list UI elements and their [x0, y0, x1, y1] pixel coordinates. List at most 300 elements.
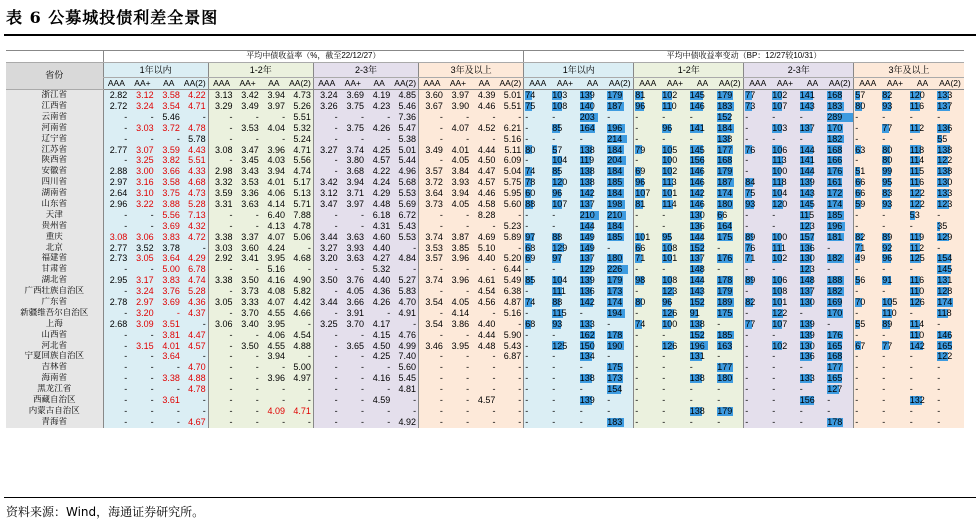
- change-cell: [606, 384, 634, 395]
- rating-header: AAA: [419, 78, 445, 90]
- change-cell: [799, 384, 827, 395]
- change-value: -: [552, 220, 556, 231]
- yield-cell: 5.28: [182, 199, 208, 210]
- yield-cell: 3.64: [156, 351, 182, 362]
- yield-cell: -: [182, 395, 208, 406]
- yield-cell: -: [182, 242, 208, 253]
- change-value: -: [855, 122, 859, 133]
- change-cell: [661, 232, 689, 243]
- change-value: -: [525, 416, 529, 427]
- change-cell: [771, 123, 799, 134]
- change-cell: [826, 286, 854, 297]
- yield-cell: 4.71: [287, 144, 313, 155]
- change-value: -: [855, 155, 859, 166]
- change-cell: [771, 210, 799, 221]
- change-cell: [606, 253, 634, 264]
- change-cell: [881, 340, 909, 351]
- change-value: -: [552, 351, 556, 362]
- change-cell: [634, 242, 662, 253]
- change-cell: [551, 166, 579, 177]
- change-value: -: [745, 351, 749, 362]
- change-value: -: [662, 209, 666, 220]
- table-row: [6, 242, 964, 253]
- change-value: -: [855, 329, 859, 340]
- change-value: 119: [909, 231, 925, 242]
- yield-cell: 3.25: [129, 155, 155, 166]
- table-row: [6, 362, 964, 373]
- change-value: 80: [855, 100, 866, 111]
- change-cell: [634, 166, 662, 177]
- table-row: [6, 101, 964, 112]
- yield-cell: 3.94: [340, 177, 366, 188]
- change-cell: [524, 199, 552, 210]
- change-value: 289: [827, 111, 843, 122]
- change-cell: [854, 155, 882, 166]
- change-value: -: [689, 394, 693, 405]
- change-cell: [744, 177, 772, 188]
- change-value: 118: [772, 177, 787, 188]
- yield-cell: 4.78: [182, 123, 208, 134]
- change-value: -: [635, 286, 639, 297]
- yield-cell: 4.04: [261, 123, 287, 134]
- change-value: -: [909, 351, 913, 362]
- change-cell: [936, 384, 964, 395]
- change-cell: [634, 275, 662, 286]
- change-cell: [661, 264, 689, 275]
- change-cell: [551, 373, 579, 384]
- change-value: 126: [662, 340, 678, 351]
- yield-cell: 3.87: [445, 232, 471, 243]
- change-value: -: [662, 373, 666, 384]
- change-cell: [579, 242, 607, 253]
- yield-cell: 2.96: [103, 199, 129, 210]
- yield-cell: 3.57: [419, 253, 445, 264]
- yield-cell: 5.51: [497, 101, 523, 112]
- yield-cell: -: [340, 406, 366, 417]
- yield-cell: -: [182, 319, 208, 330]
- change-value: 120: [552, 177, 568, 188]
- change-cell: [799, 123, 827, 134]
- change-cell: [634, 308, 662, 319]
- yield-cell: -: [340, 264, 366, 275]
- change-value: 154: [607, 384, 623, 395]
- change-cell: [771, 242, 799, 253]
- change-value: -: [745, 264, 749, 275]
- change-cell: [689, 319, 717, 330]
- change-value: -: [882, 362, 886, 373]
- change-value: 88: [552, 231, 563, 242]
- yield-cell: 4.05: [340, 286, 366, 297]
- change-value: -: [689, 133, 693, 144]
- change-value: 133: [937, 188, 953, 199]
- yield-cell: -: [103, 155, 129, 166]
- change-value: 165: [937, 340, 953, 351]
- change-cell: [551, 286, 579, 297]
- change-cell: [551, 319, 579, 330]
- yield-cell: 3.85: [445, 242, 471, 253]
- change-cell: [854, 112, 882, 123]
- change-value: 84: [745, 177, 756, 188]
- yield-cell: 4.90: [287, 275, 313, 286]
- rating-header: AA+: [445, 78, 471, 90]
- change-cell: [524, 90, 552, 101]
- change-value: 93: [552, 318, 563, 329]
- change-value: 138: [689, 318, 705, 329]
- change-cell: [716, 155, 744, 166]
- change-value: -: [607, 242, 611, 253]
- yield-cell: 3.73: [234, 286, 260, 297]
- change-value: -: [745, 373, 749, 384]
- yield-cell: -: [208, 384, 234, 395]
- change-cell: [606, 112, 634, 123]
- change-cell: [606, 319, 634, 330]
- change-value: 68: [525, 318, 536, 329]
- change-cell: [744, 221, 772, 232]
- province-name: 广东省: [6, 297, 103, 308]
- change-cell: [689, 351, 717, 362]
- rating-header: AA+: [234, 78, 260, 90]
- change-value: 139: [579, 90, 595, 101]
- yield-cell: 3.69: [156, 221, 182, 232]
- change-cell: [909, 221, 937, 232]
- change-cell: [689, 242, 717, 253]
- change-cell: [551, 362, 579, 373]
- change-cell: [799, 144, 827, 155]
- change-cell: [936, 210, 964, 221]
- change-cell: [524, 144, 552, 155]
- yield-cell: -: [103, 384, 129, 395]
- change-value: -: [635, 416, 639, 427]
- change-group-header: 1年以内: [524, 63, 634, 78]
- change-cell: [771, 297, 799, 308]
- yield-cell: 3.78: [156, 242, 182, 253]
- yield-cell: 3.06: [208, 319, 234, 330]
- change-value: 145: [937, 264, 953, 275]
- change-cell: [661, 221, 689, 232]
- change-cell: [854, 101, 882, 112]
- change-value: -: [882, 286, 886, 297]
- change-cell: [881, 123, 909, 134]
- change-cell: [799, 330, 827, 341]
- change-value: -: [855, 384, 859, 395]
- change-cell: [524, 319, 552, 330]
- change-cell: [579, 395, 607, 406]
- change-value: -: [662, 329, 666, 340]
- yield-cell: 7.36: [392, 112, 418, 123]
- yield-cell: 4.55: [261, 340, 287, 351]
- change-value: -: [635, 405, 639, 416]
- rating-header: AAA: [854, 78, 882, 90]
- yield-cell: 3.13: [208, 90, 234, 101]
- change-value: 116: [909, 100, 925, 111]
- change-value: 102: [662, 90, 678, 101]
- change-value: 101: [635, 231, 651, 242]
- change-value: -: [635, 340, 639, 351]
- change-value: 203: [579, 111, 595, 122]
- change-value: 91: [882, 275, 893, 286]
- change-value: -: [525, 286, 529, 297]
- yield-cell: -: [313, 351, 339, 362]
- change-cell: [881, 373, 909, 384]
- yield-group-header: 3年及以上: [419, 63, 524, 78]
- yield-cell: 3.67: [419, 101, 445, 112]
- yield-cell: 4.47: [471, 166, 497, 177]
- change-cell: [634, 112, 662, 123]
- yield-cell: -: [208, 395, 234, 406]
- rating-header: AAA: [313, 78, 339, 90]
- change-value: -: [662, 133, 666, 144]
- change-value: -: [717, 384, 721, 395]
- change-group-header: 3年及以上: [854, 63, 964, 78]
- change-value: -: [635, 373, 639, 384]
- change-value: 120: [909, 90, 925, 101]
- change-cell: [854, 232, 882, 243]
- change-value: -: [662, 111, 666, 122]
- yield-cell: -: [234, 134, 260, 145]
- change-cell: [551, 199, 579, 210]
- change-value: -: [552, 264, 556, 275]
- change-value: 119: [579, 155, 595, 166]
- change-value: 146: [937, 329, 953, 340]
- change-value: 131: [937, 275, 953, 286]
- yield-cell: -: [234, 384, 260, 395]
- yield-cell: 4.69: [471, 232, 497, 243]
- change-value: 104: [552, 155, 568, 166]
- change-cell: [689, 417, 717, 428]
- change-value: 66: [855, 188, 866, 199]
- change-cell: [716, 253, 744, 264]
- yield-cell: 4.54: [471, 286, 497, 297]
- yield-cell: 4.08: [261, 286, 287, 297]
- yield-cell: 6.87: [497, 351, 523, 362]
- yield-cell: 4.27: [366, 253, 392, 264]
- change-cell: [551, 275, 579, 286]
- change-value: 35: [937, 220, 948, 231]
- change-cell: [771, 101, 799, 112]
- yield-cell: 5.26: [287, 101, 313, 112]
- rating-header: AA(2): [497, 78, 523, 90]
- change-cell: [826, 188, 854, 199]
- yield-cell: 3.73: [419, 199, 445, 210]
- change-cell: [799, 155, 827, 166]
- yield-cell: -: [471, 264, 497, 275]
- province-name: 新疆维吾尔自治区: [6, 308, 103, 319]
- change-value: 102: [772, 253, 788, 264]
- change-cell: [744, 384, 772, 395]
- change-cell: [771, 199, 799, 210]
- change-value: -: [799, 416, 803, 427]
- change-cell: [744, 308, 772, 319]
- change-value: 89: [882, 231, 893, 242]
- change-value: 96: [662, 296, 673, 307]
- yield-cell: 3.41: [234, 253, 260, 264]
- change-value: 120: [772, 198, 788, 209]
- yield-cell: 3.81: [156, 330, 182, 341]
- change-value: 55: [855, 318, 866, 329]
- yield-cell: 3.64: [156, 253, 182, 264]
- change-cell: [799, 101, 827, 112]
- change-value: 92: [882, 242, 893, 253]
- change-cell: [744, 406, 772, 417]
- change-cell: [661, 340, 689, 351]
- yield-cell: -: [129, 362, 155, 373]
- change-value: 80: [525, 144, 536, 155]
- yield-cell: 4.36: [182, 297, 208, 308]
- yield-cell: 3.74: [419, 275, 445, 286]
- change-value: 142: [579, 296, 595, 307]
- change-cell: [936, 90, 964, 101]
- yield-cell: -: [340, 351, 366, 362]
- yield-cell: 3.60: [419, 90, 445, 101]
- change-value: 107: [772, 100, 788, 111]
- change-cell: [854, 319, 882, 330]
- change-cell: [744, 112, 772, 123]
- yield-cell: 3.96: [261, 144, 287, 155]
- yield-cell: -: [261, 395, 287, 406]
- spread-table: [6, 50, 964, 428]
- change-cell: [744, 340, 772, 351]
- yield-cell: 4.03: [261, 155, 287, 166]
- change-value: 137: [579, 253, 595, 264]
- change-cell: [606, 417, 634, 428]
- change-cell: [936, 395, 964, 406]
- change-value: 196: [689, 340, 705, 351]
- change-value: -: [855, 416, 859, 427]
- change-value: 74: [635, 318, 646, 329]
- yield-cell: 4.14: [445, 308, 471, 319]
- yield-cell: 3.94: [261, 90, 287, 101]
- change-cell: [854, 395, 882, 406]
- change-cell: [799, 395, 827, 406]
- change-cell: [799, 297, 827, 308]
- change-cell: [799, 373, 827, 384]
- change-value: 73: [745, 100, 756, 111]
- change-cell: [826, 417, 854, 428]
- change-cell: [744, 232, 772, 243]
- change-value: -: [717, 416, 721, 427]
- province-name: 福建省: [6, 253, 103, 264]
- change-value: 138: [579, 177, 595, 188]
- change-cell: [689, 112, 717, 123]
- yield-cell: 3.70: [234, 308, 260, 319]
- change-cell: [771, 417, 799, 428]
- change-value: -: [552, 405, 556, 416]
- change-cell: [881, 188, 909, 199]
- change-value: -: [855, 362, 859, 373]
- change-cell: [551, 101, 579, 112]
- change-cell: [689, 308, 717, 319]
- yield-cell: 3.93: [445, 177, 471, 188]
- change-cell: [854, 362, 882, 373]
- change-cell: [634, 362, 662, 373]
- change-cell: [716, 373, 744, 384]
- change-value: -: [882, 416, 886, 427]
- change-value: 179: [717, 90, 733, 101]
- change-value: 179: [717, 405, 733, 416]
- change-value: 174: [717, 188, 733, 199]
- change-cell: [936, 188, 964, 199]
- yield-cell: 6.40: [261, 210, 287, 221]
- change-cell: [524, 188, 552, 199]
- yield-cell: -: [471, 373, 497, 384]
- yield-cell: -: [445, 395, 471, 406]
- change-value: 81: [635, 90, 646, 101]
- yield-cell: 5.71: [287, 199, 313, 210]
- yield-cell: 3.75: [340, 101, 366, 112]
- yield-cell: 2.77: [103, 242, 129, 253]
- yield-cell: -: [366, 308, 392, 319]
- yield-cell: 3.42: [313, 177, 339, 188]
- yield-cell: 5.43: [497, 340, 523, 351]
- change-value: 70: [855, 296, 866, 307]
- change-value: 97: [525, 231, 536, 242]
- change-cell: [909, 308, 937, 319]
- yield-cell: 3.96: [261, 373, 287, 384]
- change-value: 161: [827, 177, 843, 188]
- change-cell: [606, 155, 634, 166]
- yield-cell: -: [419, 351, 445, 362]
- yield-cell: -: [103, 308, 129, 319]
- yield-cell: -: [129, 330, 155, 341]
- change-cell: [909, 199, 937, 210]
- yield-cell: 4.26: [366, 123, 392, 134]
- change-cell: [689, 166, 717, 177]
- yield-cell: 5.16: [497, 134, 523, 145]
- province-name: 江苏省: [6, 144, 103, 155]
- change-value: -: [937, 384, 941, 395]
- change-cell: [606, 166, 634, 177]
- yield-cell: 3.43: [234, 166, 260, 177]
- change-value: 112: [909, 122, 925, 133]
- change-cell: [826, 395, 854, 406]
- change-value: -: [579, 405, 583, 416]
- change-cell: [909, 134, 937, 145]
- change-cell: [606, 395, 634, 406]
- change-cell: [661, 134, 689, 145]
- yield-cell: -: [156, 384, 182, 395]
- yield-cell: -: [313, 417, 339, 428]
- change-cell: [854, 166, 882, 177]
- change-cell: [881, 242, 909, 253]
- yield-cell: 3.53: [419, 242, 445, 253]
- change-cell: [551, 395, 579, 406]
- yield-cell: 3.72: [156, 123, 182, 134]
- change-cell: [661, 297, 689, 308]
- yield-cell: 4.71: [182, 101, 208, 112]
- change-value: 175: [717, 307, 733, 318]
- change-value: 111: [772, 242, 786, 253]
- change-cell: [524, 330, 552, 341]
- table-row: [6, 406, 964, 417]
- change-cell: [909, 101, 937, 112]
- yield-cell: 3.49: [234, 101, 260, 112]
- yield-cell: 3.50: [234, 340, 260, 351]
- change-cell: [826, 406, 854, 417]
- yield-cell: 4.43: [182, 144, 208, 155]
- change-cell: [744, 101, 772, 112]
- yield-cell: 5.32: [366, 264, 392, 275]
- table-row: [6, 188, 964, 199]
- change-value: -: [772, 362, 776, 373]
- change-value: 108: [662, 242, 678, 253]
- yield-cell: 3.75: [156, 188, 182, 199]
- yield-cell: 5.46: [392, 101, 418, 112]
- change-value: 77: [745, 90, 756, 101]
- yield-cell: 3.44: [313, 232, 339, 243]
- change-cell: [579, 351, 607, 362]
- change-value: 123: [937, 198, 953, 209]
- change-value: 169: [827, 296, 843, 307]
